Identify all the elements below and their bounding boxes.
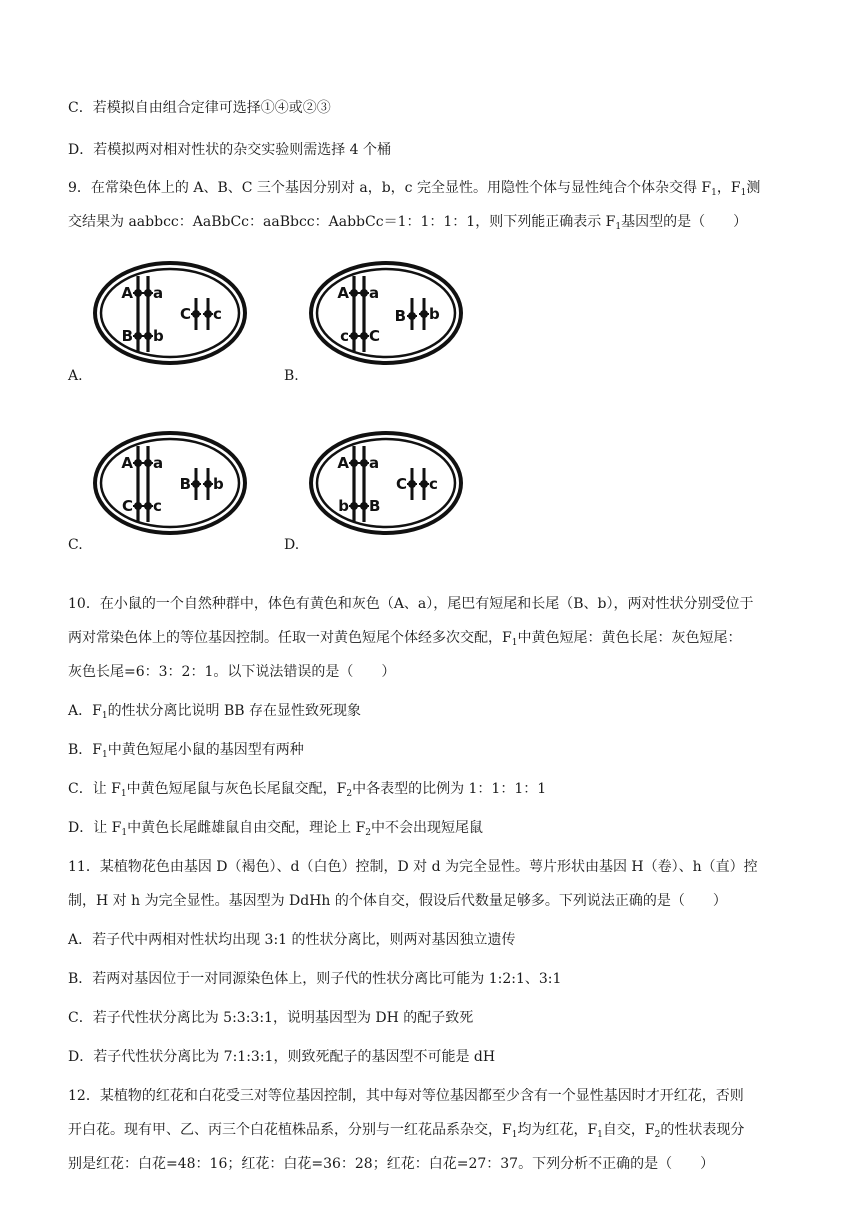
q10-option-b: B．$F_1$中黄色短尾小鼠的基因型有两种 [68,742,304,760]
gene-label: B [369,497,381,515]
gene-label: C [369,327,381,345]
gene-label: A [337,284,349,302]
gene-label: b [429,305,440,323]
gene-label: A [121,454,133,472]
q10-stem-line2: 两对常染色体上的等位基因控制。任取一对黄色短尾个体经多次交配，$F_1$中黄色短尾：黄色长尾：灰色短尾： [68,630,742,648]
cell-diagram-c [90,428,250,538]
gene-label: b [153,327,164,345]
gene-label: C [395,475,407,493]
cell-diagram-b [306,258,466,368]
q9-option-a-label: A. [68,368,83,384]
cell-diagram-a [90,258,250,368]
gene-label: C [179,305,191,323]
gene-label: c [340,327,349,345]
q10-stem-line3: 灰色长尾=6：3：2：1。以下说法错误的是（ ） [68,664,396,680]
cell-membrane-outer [311,433,461,533]
gene-label: a [369,284,380,302]
gene-label: a [369,454,380,472]
cell-svg [306,428,466,538]
q8-option-c: C．若模拟自由组合定律可选择①④或②③ [68,100,331,116]
gene-label: b [338,497,349,515]
cell-svg [90,428,250,538]
cell-diagram-d [306,428,466,538]
q10-option-d: D．让 $F_1$中黄色长尾雌雄鼠自由交配，理论上 $F_2$中不会出现短尾鼠 [68,820,484,838]
gene-label: B [179,475,191,493]
q8-option-d: D．若模拟两对相对性状的杂交实验则需选择 4 个桶 [68,142,392,158]
q9-option-c-label: C. [68,537,83,553]
cell-membrane-outer [95,263,245,363]
q11-option-b: B．若两对基因位于一对同源染色体上，则子代的性状分离比可能为 1:2:1、3:1 [68,971,562,987]
gene-label: a [153,454,164,472]
q12-stem-line3: 别是红花：白花=48：16；红花：白花=36：28；红花：白花=27：37。下列分析不正确的是（ ） [68,1156,715,1172]
q9-stem-line1: 9．在常染色体上的 A、B、C 三个基因分别对 a，b，c 完全显性。用隐性个体与显性纯合个体杂交得 $F_1$，$F_1$测 [68,180,761,198]
q11-stem-line1: 11．某植物花色由基因 D（褐色）、d（白色）控制，D 对 d 为完全显性。萼片形状由基因 H（卷）、h（直）控 [68,859,758,875]
q11-option-d: D．若子代性状分离比为 7:1:3:1，则致死配子的基因型不可能是 dH [68,1049,496,1065]
gene-label: C [121,497,133,515]
gene-label: B [121,327,133,345]
q10-option-c: C．让 $F_1$中黄色短尾鼠与灰色长尾鼠交配，$F_2$中各表型的比例为 1：1：1：1 [68,781,547,799]
q12-stem-line1: 12．某植物的红花和白花受三对等位基因控制，其中每对等位基因都至少含有一个显性基因时才开红花，否则 [68,1088,744,1104]
q10-stem-line1: 10．在小鼠的一个自然种群中，体色有黄色和灰色（A、a），尾巴有短尾和长尾（B、b），两对性状分别受位于 [68,596,754,612]
gene-label: A [337,454,349,472]
q12-stem-line2: 开白花。现有甲、乙、丙三个白花植株品系，分别与一红花品系杂交，$F_1$均为红花，$F_1$自交，$F_2$的性状表现分 [68,1122,745,1140]
gene-label: A [121,284,133,302]
q9-option-d-label: D. [284,537,300,553]
q11-option-c: C．若子代性状分离比为 5:3:3:1，说明基因型为 DH 的配子致死 [68,1010,474,1026]
q11-option-a: A．若子代中两相对性状均出现 3:1 的性状分离比，则两对基因独立遗传 [68,932,516,948]
q11-stem-line2: 制，H 对 h 为完全显性。基因型为 DdHh 的个体自交，假设后代数量足够多。下列说法正确的是（ ） [68,893,727,909]
q9-option-b-label: B. [284,368,299,384]
q10-option-a: A．$F_1$的性状分离比说明 BB 存在显性致死现象 [68,703,362,721]
gene-label: a [153,284,164,302]
gene-label: c [213,305,222,323]
cell-svg [90,258,250,368]
q9-stem-line2: 交结果为 aabbcc：AaBbCc：aaBbcc：AabbCc＝1：1：1：1，则下列能正确表示 $F_1$基因型的是（ ） [68,214,748,232]
gene-label: b [213,475,224,493]
cell-svg [306,258,466,368]
gene-label: B [394,307,406,325]
gene-label: c [429,475,438,493]
gene-label: c [153,497,162,515]
